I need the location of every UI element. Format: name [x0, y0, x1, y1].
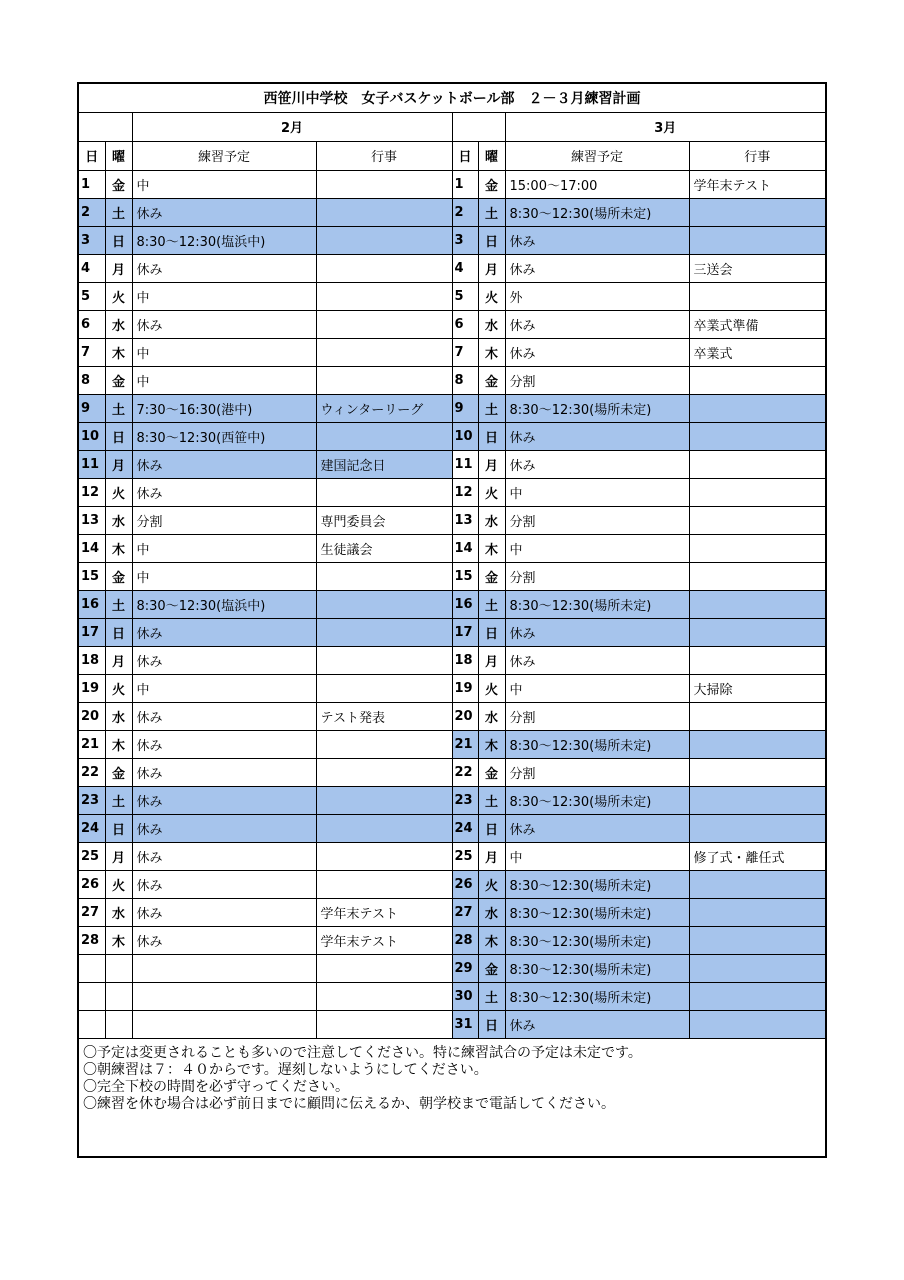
- feb-plan-cell: 中: [132, 674, 316, 702]
- mar-event-cell: [689, 982, 825, 1010]
- mar-day-cell: 30: [452, 982, 478, 1010]
- table-row: [79, 254, 825, 282]
- col-header-day: 日: [452, 141, 478, 170]
- feb-event-cell: [316, 730, 452, 758]
- table-row: [79, 366, 825, 394]
- mar-weekday-cell: 土: [478, 982, 505, 1010]
- feb-weekday-cell: 水: [105, 898, 132, 926]
- feb-weekday-cell: 土: [105, 786, 132, 814]
- mar-weekday-cell: 火: [478, 674, 505, 702]
- mar-day-cell: 28: [452, 926, 478, 954]
- mar-day-cell: 23: [452, 786, 478, 814]
- mar-event-cell: [689, 562, 825, 590]
- table-row: [79, 198, 825, 226]
- mar-weekday-cell: 月: [478, 254, 505, 282]
- feb-weekday-cell: 日: [105, 422, 132, 450]
- feb-day-cell: 16: [79, 590, 105, 618]
- mar-plan-cell: 分割: [505, 562, 689, 590]
- feb-event-cell: [316, 562, 452, 590]
- feb-weekday-cell: 土: [105, 590, 132, 618]
- mar-day-cell: 9: [452, 394, 478, 422]
- feb-event-cell: [316, 254, 452, 282]
- feb-weekday-cell: 水: [105, 310, 132, 338]
- table-row: [79, 870, 825, 898]
- mar-day-cell: 31: [452, 1010, 478, 1038]
- mar-day-cell: 11: [452, 450, 478, 478]
- col-header-plan: 練習予定: [505, 141, 689, 170]
- mar-event-cell: [689, 534, 825, 562]
- schedule-table: [79, 84, 825, 1039]
- mar-day-cell: 19: [452, 674, 478, 702]
- mar-plan-cell: 8:30～12:30(場所未定): [505, 926, 689, 954]
- feb-day-cell: 12: [79, 478, 105, 506]
- mar-weekday-cell: 水: [478, 702, 505, 730]
- table-row: [79, 674, 825, 702]
- feb-weekday-cell: 土: [105, 394, 132, 422]
- feb-weekday-cell: [105, 1010, 132, 1038]
- mar-event-cell: 卒業式: [689, 338, 825, 366]
- feb-weekday-cell: 火: [105, 478, 132, 506]
- table-row: [79, 646, 825, 674]
- mar-plan-cell: 分割: [505, 758, 689, 786]
- mar-plan-cell: 中: [505, 674, 689, 702]
- feb-weekday-cell: 水: [105, 506, 132, 534]
- table-row: [79, 310, 825, 338]
- feb-event-cell: 専門委員会: [316, 506, 452, 534]
- feb-event-cell: [316, 842, 452, 870]
- feb-event-cell: [316, 282, 452, 310]
- feb-event-cell: [316, 674, 452, 702]
- feb-day-cell: 22: [79, 758, 105, 786]
- table-row: [79, 618, 825, 646]
- mar-day-cell: 13: [452, 506, 478, 534]
- col-header-day: 日: [79, 141, 105, 170]
- mar-weekday-cell: 木: [478, 338, 505, 366]
- feb-plan-cell: 休み: [132, 478, 316, 506]
- table-row: [79, 590, 825, 618]
- feb-event-cell: [316, 338, 452, 366]
- feb-plan-cell: 中: [132, 534, 316, 562]
- feb-day-cell: 8: [79, 366, 105, 394]
- feb-day-cell: 18: [79, 646, 105, 674]
- feb-weekday-cell: 日: [105, 618, 132, 646]
- feb-event-cell: [316, 366, 452, 394]
- mar-plan-cell: 休み: [505, 310, 689, 338]
- feb-plan-cell: 8:30～12:30(塩浜中): [132, 226, 316, 254]
- mar-day-cell: 4: [452, 254, 478, 282]
- mar-plan-cell: 8:30～12:30(場所未定): [505, 590, 689, 618]
- feb-weekday-cell: 火: [105, 674, 132, 702]
- mar-day-cell: 29: [452, 954, 478, 982]
- feb-weekday-cell: 金: [105, 562, 132, 590]
- mar-weekday-cell: 土: [478, 590, 505, 618]
- feb-plan-cell: 中: [132, 562, 316, 590]
- table-row: [79, 898, 825, 926]
- col-header-event: 行事: [316, 141, 452, 170]
- mar-weekday-cell: 木: [478, 926, 505, 954]
- feb-day-cell: 11: [79, 450, 105, 478]
- mar-day-cell: 10: [452, 422, 478, 450]
- col-header-event: 行事: [689, 141, 825, 170]
- note-line: 〇予定は変更されることも多いので注意してください。特に練習試合の予定は未定です。: [83, 1044, 642, 1061]
- mar-day-cell: 6: [452, 310, 478, 338]
- feb-day-cell: 28: [79, 926, 105, 954]
- feb-plan-cell: 休み: [132, 814, 316, 842]
- table-row: [79, 422, 825, 450]
- mar-weekday-cell: 日: [478, 422, 505, 450]
- mar-event-cell: [689, 450, 825, 478]
- mar-weekday-cell: 木: [478, 534, 505, 562]
- feb-day-cell: 17: [79, 618, 105, 646]
- feb-day-cell: 25: [79, 842, 105, 870]
- mar-plan-cell: 分割: [505, 702, 689, 730]
- feb-weekday-cell: 金: [105, 170, 132, 198]
- mar-event-cell: 大掃除: [689, 674, 825, 702]
- mar-event-cell: [689, 506, 825, 534]
- mar-plan-cell: 8:30～12:30(場所未定): [505, 394, 689, 422]
- feb-plan-cell: [132, 982, 316, 1010]
- feb-weekday-cell: 土: [105, 198, 132, 226]
- feb-day-cell: 15: [79, 562, 105, 590]
- feb-day-cell: 27: [79, 898, 105, 926]
- mar-day-cell: 5: [452, 282, 478, 310]
- mar-weekday-cell: 日: [478, 1010, 505, 1038]
- feb-plan-cell: 休み: [132, 450, 316, 478]
- mar-day-cell: 7: [452, 338, 478, 366]
- mar-weekday-cell: 水: [478, 506, 505, 534]
- feb-event-cell: 生徒議会: [316, 534, 452, 562]
- mar-plan-cell: 8:30～12:30(場所未定): [505, 786, 689, 814]
- table-row: [79, 730, 825, 758]
- feb-weekday-cell: 火: [105, 282, 132, 310]
- notes-section: [79, 1039, 825, 1113]
- feb-event-cell: テスト発表: [316, 702, 452, 730]
- feb-event-cell: [316, 954, 452, 982]
- table-row: [79, 702, 825, 730]
- mar-weekday-cell: 月: [478, 450, 505, 478]
- feb-plan-cell: 中: [132, 366, 316, 394]
- mar-event-cell: [689, 898, 825, 926]
- feb-plan-cell: 中: [132, 170, 316, 198]
- mar-weekday-cell: 金: [478, 170, 505, 198]
- table-row: [79, 338, 825, 366]
- mar-day-cell: 12: [452, 478, 478, 506]
- feb-event-cell: [316, 786, 452, 814]
- feb-weekday-cell: 木: [105, 534, 132, 562]
- month-gap-mar: [452, 112, 505, 141]
- table-row: [79, 170, 825, 198]
- col-header-weekday: 曜: [478, 141, 505, 170]
- feb-plan-cell: 中: [132, 338, 316, 366]
- mar-weekday-cell: 木: [478, 730, 505, 758]
- feb-weekday-cell: [105, 954, 132, 982]
- feb-event-cell: [316, 870, 452, 898]
- feb-event-cell: [316, 590, 452, 618]
- month-gap-feb: [79, 112, 132, 141]
- mar-weekday-cell: 火: [478, 282, 505, 310]
- feb-day-cell: 1: [79, 170, 105, 198]
- feb-day-cell: 26: [79, 870, 105, 898]
- page-title: 西笹川中学校 女子バスケットボール部 ２－３月練習計画: [79, 84, 825, 112]
- feb-plan-cell: 中: [132, 282, 316, 310]
- mar-day-cell: 14: [452, 534, 478, 562]
- mar-event-cell: [689, 954, 825, 982]
- feb-plan-cell: [132, 954, 316, 982]
- mar-event-cell: [689, 926, 825, 954]
- feb-day-cell: 7: [79, 338, 105, 366]
- mar-weekday-cell: 金: [478, 758, 505, 786]
- table-row: [79, 814, 825, 842]
- feb-day-cell: 19: [79, 674, 105, 702]
- mar-plan-cell: 8:30～12:30(場所未定): [505, 198, 689, 226]
- feb-event-cell: 学年末テスト: [316, 898, 452, 926]
- mar-day-cell: 25: [452, 842, 478, 870]
- mar-weekday-cell: 金: [478, 366, 505, 394]
- mar-day-cell: 3: [452, 226, 478, 254]
- feb-event-cell: [316, 618, 452, 646]
- mar-weekday-cell: 水: [478, 310, 505, 338]
- feb-plan-cell: 休み: [132, 758, 316, 786]
- mar-event-cell: [689, 366, 825, 394]
- feb-event-cell: [316, 226, 452, 254]
- feb-day-cell: 10: [79, 422, 105, 450]
- feb-plan-cell: 休み: [132, 842, 316, 870]
- mar-day-cell: 1: [452, 170, 478, 198]
- table-row: [79, 982, 825, 1010]
- feb-event-cell: [316, 646, 452, 674]
- feb-day-cell: 14: [79, 534, 105, 562]
- table-row: [79, 786, 825, 814]
- mar-weekday-cell: 日: [478, 226, 505, 254]
- feb-weekday-cell: 木: [105, 926, 132, 954]
- table-row: [79, 478, 825, 506]
- mar-day-cell: 15: [452, 562, 478, 590]
- mar-plan-cell: 8:30～12:30(場所未定): [505, 898, 689, 926]
- feb-plan-cell: 休み: [132, 254, 316, 282]
- feb-day-cell: [79, 1010, 105, 1038]
- note-line: 〇完全下校の時間を必ず守ってください。: [83, 1078, 349, 1095]
- feb-day-cell: 5: [79, 282, 105, 310]
- feb-day-cell: 2: [79, 198, 105, 226]
- feb-event-cell: ウィンターリーグ: [316, 394, 452, 422]
- mar-plan-cell: 8:30～12:30(場所未定): [505, 982, 689, 1010]
- mar-plan-cell: 休み: [505, 814, 689, 842]
- mar-event-cell: [689, 870, 825, 898]
- feb-day-cell: 24: [79, 814, 105, 842]
- feb-event-cell: 建国記念日: [316, 450, 452, 478]
- mar-weekday-cell: 火: [478, 870, 505, 898]
- mar-plan-cell: 8:30～12:30(場所未定): [505, 954, 689, 982]
- feb-day-cell: 21: [79, 730, 105, 758]
- feb-event-cell: [316, 310, 452, 338]
- mar-plan-cell: 中: [505, 842, 689, 870]
- mar-plan-cell: 中: [505, 534, 689, 562]
- mar-event-cell: [689, 1010, 825, 1038]
- feb-weekday-cell: 月: [105, 842, 132, 870]
- mar-weekday-cell: 水: [478, 898, 505, 926]
- feb-plan-cell: 8:30～12:30(西笹中): [132, 422, 316, 450]
- table-row: [79, 282, 825, 310]
- mar-event-cell: 卒業式準備: [689, 310, 825, 338]
- feb-weekday-cell: 日: [105, 226, 132, 254]
- mar-event-cell: [689, 758, 825, 786]
- mar-day-cell: 22: [452, 758, 478, 786]
- feb-plan-cell: 7:30～16:30(港中): [132, 394, 316, 422]
- mar-event-cell: [689, 702, 825, 730]
- table-row: [79, 450, 825, 478]
- feb-weekday-cell: 月: [105, 646, 132, 674]
- feb-day-cell: 4: [79, 254, 105, 282]
- mar-plan-cell: 分割: [505, 506, 689, 534]
- mar-weekday-cell: 月: [478, 842, 505, 870]
- mar-plan-cell: 8:30～12:30(場所未定): [505, 730, 689, 758]
- mar-day-cell: 18: [452, 646, 478, 674]
- feb-plan-cell: 休み: [132, 898, 316, 926]
- feb-plan-cell: 休み: [132, 786, 316, 814]
- feb-plan-cell: [132, 1010, 316, 1038]
- mar-day-cell: 20: [452, 702, 478, 730]
- mar-plan-cell: 中: [505, 478, 689, 506]
- table-row: [79, 562, 825, 590]
- mar-plan-cell: 休み: [505, 1010, 689, 1038]
- mar-plan-cell: 休み: [505, 618, 689, 646]
- mar-weekday-cell: 金: [478, 562, 505, 590]
- mar-weekday-cell: 土: [478, 786, 505, 814]
- feb-plan-cell: 休み: [132, 926, 316, 954]
- feb-day-cell: 6: [79, 310, 105, 338]
- feb-event-cell: [316, 170, 452, 198]
- feb-day-cell: 3: [79, 226, 105, 254]
- table-row: [79, 534, 825, 562]
- table-row: [79, 758, 825, 786]
- feb-event-cell: [316, 422, 452, 450]
- mar-plan-cell: 休み: [505, 646, 689, 674]
- mar-day-cell: 16: [452, 590, 478, 618]
- feb-day-cell: 13: [79, 506, 105, 534]
- mar-event-cell: [689, 590, 825, 618]
- mar-plan-cell: 15:00～17:00: [505, 170, 689, 198]
- feb-event-cell: [316, 478, 452, 506]
- mar-event-cell: 三送会: [689, 254, 825, 282]
- feb-weekday-cell: 木: [105, 338, 132, 366]
- feb-plan-cell: 休み: [132, 646, 316, 674]
- feb-event-cell: [316, 198, 452, 226]
- mar-plan-cell: 休み: [505, 226, 689, 254]
- table-row: [79, 1010, 825, 1038]
- col-header-weekday: 曜: [105, 141, 132, 170]
- mar-event-cell: [689, 282, 825, 310]
- mar-plan-cell: 休み: [505, 422, 689, 450]
- month-header-mar: 3月: [505, 112, 825, 141]
- feb-weekday-cell: [105, 982, 132, 1010]
- feb-day-cell: [79, 982, 105, 1010]
- mar-weekday-cell: 日: [478, 618, 505, 646]
- feb-plan-cell: 休み: [132, 702, 316, 730]
- mar-day-cell: 21: [452, 730, 478, 758]
- table-row: [79, 926, 825, 954]
- feb-event-cell: 学年末テスト: [316, 926, 452, 954]
- mar-event-cell: [689, 814, 825, 842]
- mar-weekday-cell: 月: [478, 646, 505, 674]
- feb-weekday-cell: 日: [105, 814, 132, 842]
- mar-event-cell: [689, 786, 825, 814]
- mar-day-cell: 8: [452, 366, 478, 394]
- mar-event-cell: [689, 226, 825, 254]
- feb-plan-cell: 休み: [132, 730, 316, 758]
- mar-event-cell: [689, 422, 825, 450]
- mar-weekday-cell: 土: [478, 394, 505, 422]
- feb-plan-cell: 8:30～12:30(塩浜中): [132, 590, 316, 618]
- schedule-sheet: [77, 82, 827, 1158]
- feb-weekday-cell: 月: [105, 450, 132, 478]
- mar-event-cell: 修了式・離任式: [689, 842, 825, 870]
- feb-day-cell: 9: [79, 394, 105, 422]
- feb-weekday-cell: 金: [105, 758, 132, 786]
- feb-plan-cell: 休み: [132, 870, 316, 898]
- feb-weekday-cell: 金: [105, 366, 132, 394]
- mar-event-cell: [689, 198, 825, 226]
- feb-weekday-cell: 火: [105, 870, 132, 898]
- mar-day-cell: 24: [452, 814, 478, 842]
- mar-event-cell: 学年末テスト: [689, 170, 825, 198]
- note-line: 〇練習を休む場合は必ず前日までに顧問に伝えるか、朝学校まで電話してください。: [83, 1095, 615, 1112]
- mar-plan-cell: 休み: [505, 338, 689, 366]
- feb-plan-cell: 休み: [132, 618, 316, 646]
- feb-day-cell: 23: [79, 786, 105, 814]
- feb-weekday-cell: 月: [105, 254, 132, 282]
- note-line: 〇朝練習は７：４０からです。遅刻しないようにしてください。: [83, 1061, 488, 1078]
- mar-day-cell: 27: [452, 898, 478, 926]
- mar-weekday-cell: 日: [478, 814, 505, 842]
- col-header-plan: 練習予定: [132, 141, 316, 170]
- feb-event-cell: [316, 982, 452, 1010]
- table-row: [79, 506, 825, 534]
- feb-event-cell: [316, 1010, 452, 1038]
- month-header-feb: 2月: [132, 112, 452, 141]
- mar-event-cell: [689, 618, 825, 646]
- feb-plan-cell: 休み: [132, 198, 316, 226]
- mar-event-cell: [689, 730, 825, 758]
- feb-weekday-cell: 水: [105, 702, 132, 730]
- mar-plan-cell: 分割: [505, 366, 689, 394]
- mar-weekday-cell: 金: [478, 954, 505, 982]
- table-row: [79, 842, 825, 870]
- feb-plan-cell: 休み: [132, 310, 316, 338]
- mar-day-cell: 17: [452, 618, 478, 646]
- mar-plan-cell: 8:30～12:30(場所未定): [505, 870, 689, 898]
- mar-plan-cell: 休み: [505, 254, 689, 282]
- mar-day-cell: 26: [452, 870, 478, 898]
- mar-event-cell: [689, 394, 825, 422]
- feb-day-cell: 20: [79, 702, 105, 730]
- feb-plan-cell: 分割: [132, 506, 316, 534]
- feb-event-cell: [316, 758, 452, 786]
- table-row: [79, 954, 825, 982]
- mar-plan-cell: 外: [505, 282, 689, 310]
- table-row: [79, 394, 825, 422]
- feb-day-cell: [79, 954, 105, 982]
- table-row: [79, 226, 825, 254]
- mar-event-cell: [689, 478, 825, 506]
- mar-plan-cell: 休み: [505, 450, 689, 478]
- feb-event-cell: [316, 814, 452, 842]
- mar-day-cell: 2: [452, 198, 478, 226]
- mar-event-cell: [689, 646, 825, 674]
- feb-weekday-cell: 木: [105, 730, 132, 758]
- mar-weekday-cell: 火: [478, 478, 505, 506]
- mar-weekday-cell: 土: [478, 198, 505, 226]
